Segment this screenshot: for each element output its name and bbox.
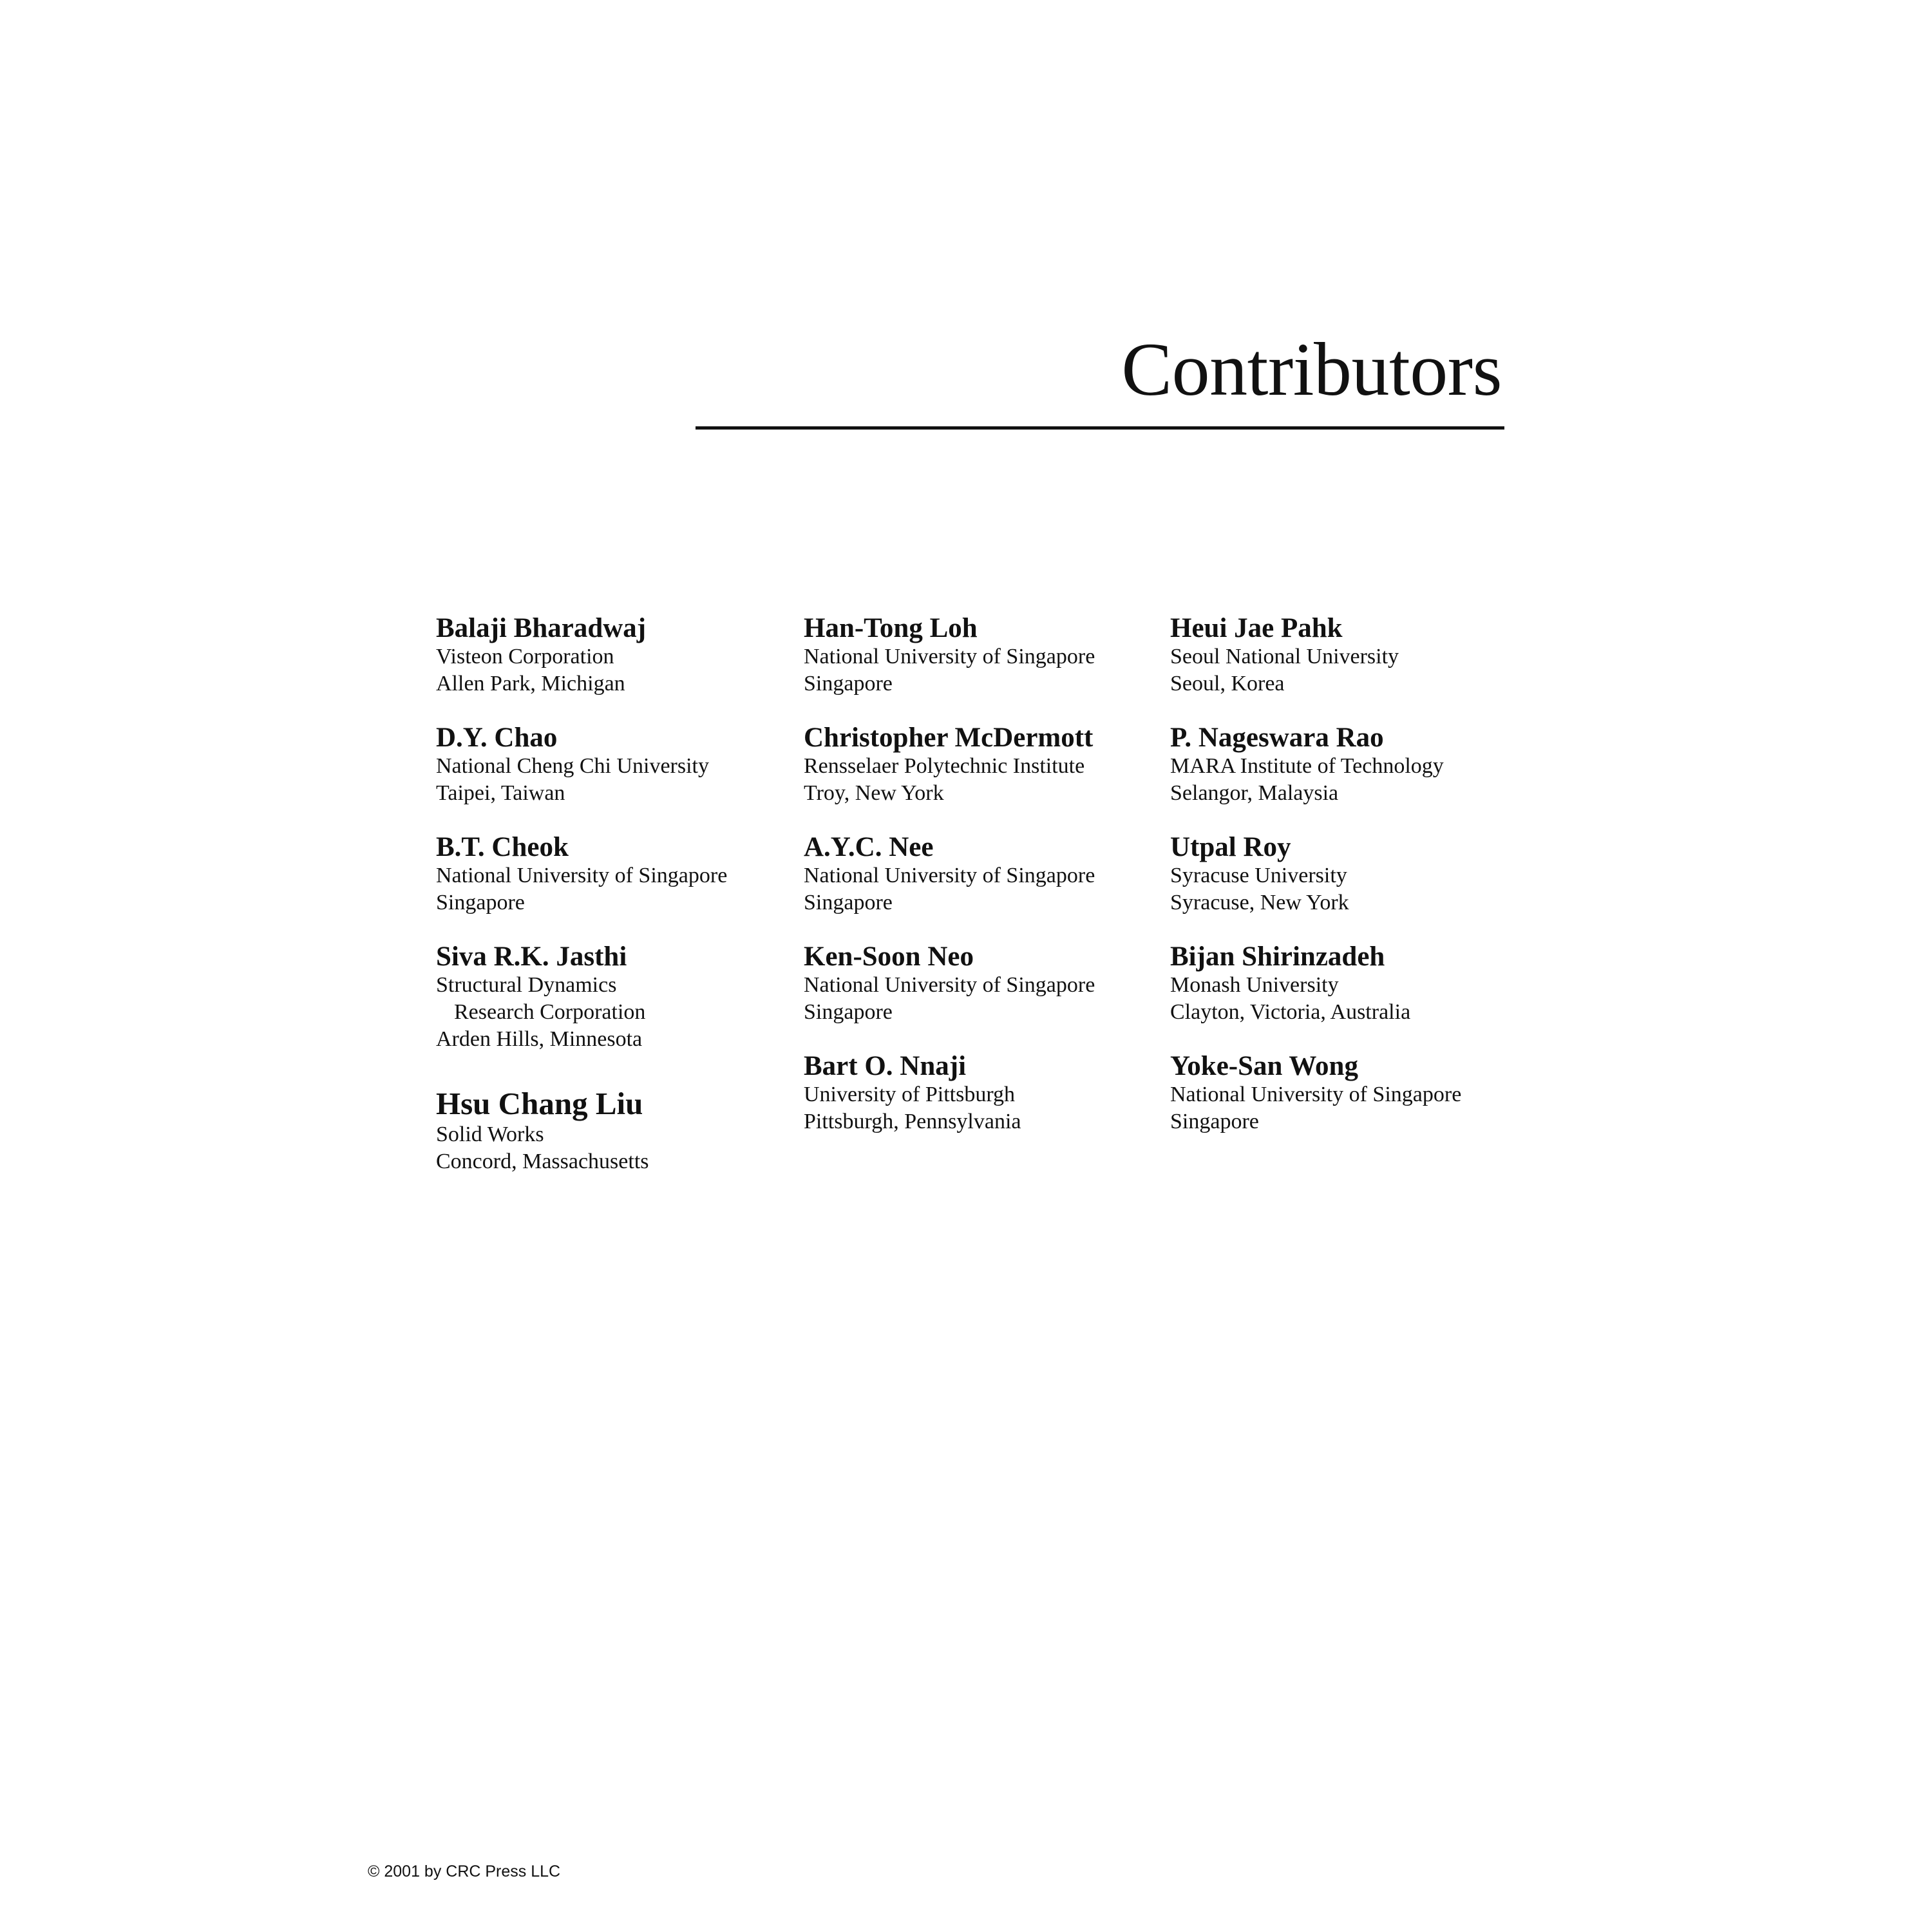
contributor-location: Singapore bbox=[1170, 1110, 1259, 1133]
contributor-name: D.Y. Chao bbox=[436, 723, 558, 753]
contributor-name: Christopher McDermott bbox=[804, 723, 1094, 753]
contributor-name: B.T. Cheok bbox=[436, 832, 569, 862]
contributor-name: Heui Jae Pahk bbox=[1170, 613, 1343, 643]
contributor-name: Bijan Shirinzadeh bbox=[1170, 942, 1385, 972]
contributors-column-2 bbox=[804, 614, 1164, 1161]
contributor-location: Selangor, Malaysia bbox=[1170, 781, 1339, 805]
contributor-entry bbox=[804, 833, 1164, 916]
copyright-footer: © 2001 by CRC Press LLC bbox=[368, 1862, 561, 1880]
contributor-location: Clayton, Victoria, Australia bbox=[1170, 1000, 1411, 1024]
contributor-affiliation: National University of Singapore bbox=[804, 864, 1095, 887]
contributor-location: Troy, New York bbox=[804, 781, 944, 805]
contributor-affiliation: Seoul National University bbox=[1170, 645, 1399, 668]
contributor-affiliation-continued: Research Corporation bbox=[454, 1000, 646, 1024]
contributor-location: Pittsburgh, Pennsylvania bbox=[804, 1110, 1021, 1133]
contributors-column-1 bbox=[436, 614, 797, 1201]
contributor-name: Siva R.K. Jasthi bbox=[436, 942, 627, 972]
contributor-name: Yoke-San Wong bbox=[1170, 1051, 1358, 1081]
contributor-location: Seoul, Korea bbox=[1170, 672, 1285, 696]
page-title: Contributors bbox=[1121, 327, 1502, 412]
contributor-name: Hsu Chang Liu bbox=[436, 1086, 643, 1121]
contributor-affiliation: Visteon Corporation bbox=[436, 645, 614, 668]
title-rule bbox=[696, 426, 1504, 430]
contributor-affiliation: National University of Singapore bbox=[804, 645, 1095, 668]
contributor-name: Ken-Soon Neo bbox=[804, 942, 974, 972]
contributor-entry bbox=[1170, 614, 1531, 697]
contributor-entry bbox=[436, 833, 797, 916]
contributor-affiliation: Syracuse University bbox=[1170, 864, 1347, 887]
contributor-entry bbox=[1170, 833, 1531, 916]
contributor-location: Singapore bbox=[804, 672, 893, 696]
contributor-name: Utpal Roy bbox=[1170, 832, 1291, 862]
contributor-affiliation: National Cheng Chi University bbox=[436, 754, 710, 778]
contributor-location: Singapore bbox=[436, 891, 525, 914]
contributor-entry bbox=[804, 614, 1164, 697]
contributor-entry bbox=[1170, 942, 1531, 1026]
contributor-affiliation: Structural Dynamics bbox=[436, 973, 617, 997]
contributor-name: Han-Tong Loh bbox=[804, 613, 978, 643]
contributor-name: Balaji Bharadwaj bbox=[436, 613, 647, 643]
contributor-location: Taipei, Taiwan bbox=[436, 781, 565, 805]
contributor-affiliation: Rensselaer Polytechnic Institute bbox=[804, 754, 1085, 778]
contributor-affiliation: National University of Singapore bbox=[804, 973, 1095, 997]
contributor-affiliation: Monash University bbox=[1170, 973, 1339, 997]
contributor-entry bbox=[436, 614, 797, 697]
contributor-entry bbox=[1170, 1052, 1531, 1135]
contributor-affiliation: Solid Works bbox=[436, 1122, 544, 1146]
contributor-name: P. Nageswara Rao bbox=[1170, 723, 1384, 753]
contributor-entry bbox=[804, 942, 1164, 1026]
contributor-location: Singapore bbox=[804, 891, 893, 914]
contributor-entry bbox=[1170, 723, 1531, 807]
contributor-location: Arden Hills, Minnesota bbox=[436, 1027, 643, 1051]
contributor-affiliation: National University of Singapore bbox=[436, 864, 728, 887]
contributor-location: Allen Park, Michigan bbox=[436, 672, 625, 696]
contributor-affiliation: National University of Singapore bbox=[1170, 1083, 1462, 1106]
contributor-location: Syracuse, New York bbox=[1170, 891, 1349, 914]
contributor-entry bbox=[436, 723, 797, 807]
contributors-column-3 bbox=[1170, 614, 1531, 1161]
contributor-affiliation: MARA Institute of Technology bbox=[1170, 754, 1444, 778]
contributor-location: Singapore bbox=[804, 1000, 893, 1024]
contributor-name: A.Y.C. Nee bbox=[804, 832, 934, 862]
contributor-entry bbox=[804, 1052, 1164, 1135]
contributor-entry bbox=[436, 942, 797, 1053]
contributor-entry bbox=[804, 723, 1164, 807]
contributor-location: Concord, Massachusetts bbox=[436, 1150, 649, 1173]
contributor-affiliation: University of Pittsburgh bbox=[804, 1083, 1016, 1106]
contributor-name: Bart O. Nnaji bbox=[804, 1051, 967, 1081]
contributor-entry bbox=[436, 1086, 797, 1175]
